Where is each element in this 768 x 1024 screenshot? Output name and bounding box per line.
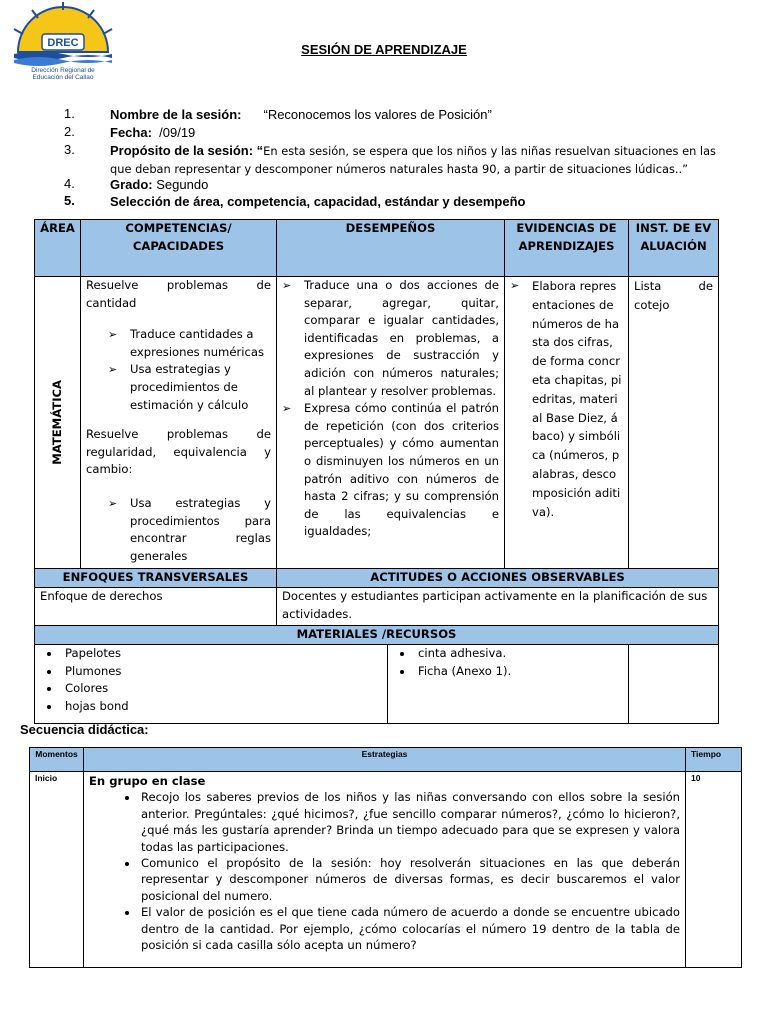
header-competencias: COMPETENCIAS/ CAPACIDADES (81, 220, 277, 277)
competence-1: Resuelve problemas de cantidad (86, 278, 271, 310)
item-label: Propósito de la sesión: (110, 143, 254, 158)
drec-logo (8, 0, 118, 82)
secuencia-title: Secuencia didáctica: (20, 722, 149, 737)
material-item: • Colores (61, 680, 387, 698)
item-number: 1. (64, 106, 75, 121)
instrumento-cell: Lista de cotejo (629, 277, 719, 569)
evidencias-cell (505, 277, 629, 569)
materiales-left (35, 645, 388, 723)
materiales-right-end (629, 645, 719, 724)
session-name-value: “Reconocemos los valores de Posición” (263, 107, 492, 122)
competence-2-capacities (86, 495, 271, 565)
header-area: ÁREA (35, 220, 81, 277)
item-label: Grado: (110, 177, 153, 192)
materiales-right (388, 645, 628, 723)
material-item: • Ficha (Anexo 1). (414, 663, 628, 681)
capacity-item: ➢ Usa estrategias y procedimientos de estimación y cálculo (108, 361, 271, 414)
date-value: /09/19 (159, 125, 196, 140)
item-label: Selección de área, competencia, capacidad, estándar y desempeño (110, 194, 526, 209)
estrategia-item: • El valor de posición es el que tiene cada número de acuerdo a donde se encuentre ubicado dentro de la cantidad. Por ejemplo, ¿cómo colocarías el número 19 dentro de la tabla de posición si cada casilla sólo acepta un número? (139, 904, 680, 953)
materiales-right-list (388, 645, 628, 680)
estrategias-cell (83, 772, 685, 968)
header-evidencias: EVIDENCIAS DE APRENDIZAJES (505, 220, 629, 277)
header-estrategias: Estrategias (83, 748, 685, 772)
estrategias-subtitle: En grupo en clase (88, 774, 206, 788)
material-item: • Papelotes (61, 645, 387, 663)
materiales-cell (35, 645, 629, 724)
time-cell: 10 (686, 772, 742, 968)
item-number: 4. (64, 176, 75, 191)
item-number: 2. (64, 124, 75, 139)
header-enfoques: ENFOQUES TRANSVERSALES (35, 569, 277, 588)
evidencias-list (510, 277, 623, 521)
estrategias-list (89, 789, 680, 953)
competence-2: Resuelve problemas de regularidad, equivalencia y cambio: (86, 427, 271, 477)
area-label: MATEMÁTICA (49, 380, 64, 465)
header-desempenos: DESEMPEÑOS (277, 220, 505, 277)
capacity-item: ➢ Usa estrategias y procedimientos para encontrar reglas generales (108, 495, 271, 565)
item-label: Fecha: (110, 125, 152, 140)
moment-cell: Inicio (30, 772, 84, 968)
actitud-cell: Docentes y estudiantes participan activamente en la planificación de sus actividades. (277, 588, 719, 626)
material-item: • cinta adhesiva. (414, 645, 628, 663)
page-title: SESIÓN DE APRENDIZAJE (301, 42, 467, 57)
secuencia-table (29, 747, 742, 968)
desempenos-list (282, 277, 499, 541)
logo-line2: Educación del Callao (32, 74, 94, 81)
enfoque-cell: Enfoque de derechos (35, 588, 277, 626)
header-momentos: Momentos (30, 748, 84, 772)
desempeno-item: ➢ Expresa cómo continúa el patrón de repetición (con dos criterios perceptuales) y cómo aumentan o disminuyen los números en un patrón aditivo con números de hasta 2 cifras; y su comprensión de las equivalencias e igualdades; (282, 400, 499, 541)
header-actitudes: ACTITUDES O ACCIONES OBSERVABLES (277, 569, 719, 588)
materiales-left-list (35, 645, 387, 715)
header-materiales: MATERIALES /RECURSOS (35, 626, 719, 645)
material-item: • Plumones (61, 663, 387, 681)
logo-badge-text: DREC (47, 37, 79, 49)
capacity-item: ➢ Traduce cantidades a expresiones numéricas (108, 326, 271, 361)
item-number: 3. (64, 142, 75, 157)
logo-line1: Dirección Regional de (31, 67, 95, 74)
header-tiempo: Tiempo (686, 748, 742, 772)
area-cell (35, 277, 81, 569)
material-item: • hojas bond (61, 698, 387, 716)
estrategia-item: • Recojo los saberes previos de los niños y las niñas conversando con ellos sobre la sesión anterior. Pregúntales: ¿qué hicimos?, ¿fue sencillo comparar números?, ¿cómo lo hicieron?, ¿qué más les gustaría aprender? Brinda un tiempo adecuado para que se expresen y valora todas las participaciones. (139, 789, 680, 855)
grade-value: Segundo (156, 177, 209, 192)
desempenos-cell (277, 277, 505, 569)
competence-1-capacities (86, 326, 271, 414)
purpose-value: En esta sesión, se espera que los niños y las niñas resuelvan situaciones en las que deban representar y descomponer números naturales hasta 90, a partir de situaciones lúdicas..” (110, 144, 716, 176)
item-number: 5. (64, 193, 75, 208)
purpose-quote-mark: “ (256, 143, 264, 158)
header-instrumento: INST. DE EVALUACIÓN (629, 220, 719, 277)
competencies-table (34, 219, 719, 724)
item-label: Nombre de la sesión: (110, 107, 242, 122)
estrategia-item: • Comunico el propósito de la sesión: hoy resolverán situaciones en las que deberán representar y descomponer números de diversas formas, es decir buscaremos el valor posicional del numero. (139, 855, 680, 904)
evidencia-item: ➢ Elabora representaciones de números de hasta dos cifras, de forma concreta chapitas, piedritas, material Base Diez, ábaco) y simbólica (números, palabras, descomposición aditiva). (510, 277, 623, 521)
desempeno-item: ➢ Traduce una o dos acciones de separar, agregar, quitar, comparar e igualar cantidades, identificadas en problemas, a expresiones de sustracción y adición con números naturales; al plantear y resolver problemas. (282, 277, 499, 400)
competencias-cell (81, 277, 277, 569)
